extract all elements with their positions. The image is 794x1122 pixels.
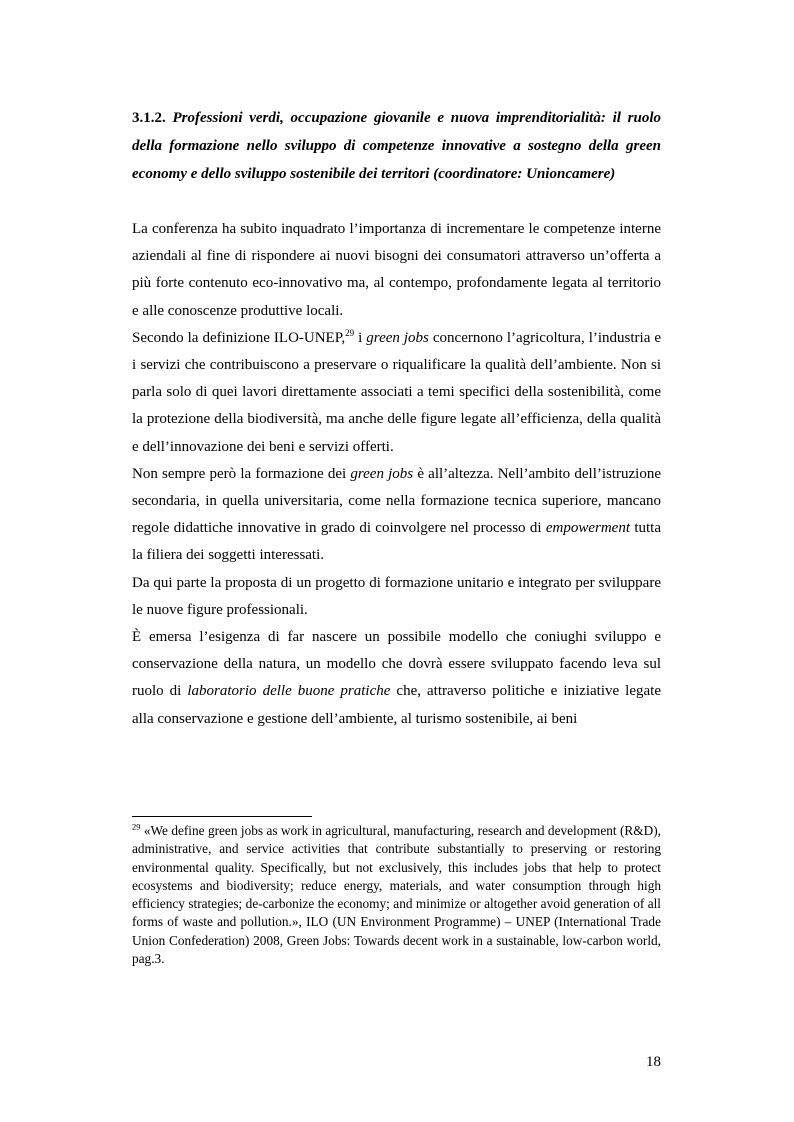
paragraph-3 <box>132 461 661 570</box>
footnote-divider <box>132 816 312 817</box>
footnote-text: «We define green jobs as work in agricultural, manufacturing, research and development (R&D), administrative, and service activities that contribute substantially to preserving or restoring environmental quality. Specifically, but not exclusively, this includes jobs that help to protect ecosystems and biodiversity; reduce energy, materials, and water consumption through high efficiency strategies; de-carbonize the economy; and minimize or altogether avoid generation of all forms of waste and pollution.», ILO (UN Environment Programme) – UNEP (International Trade Union Confederation) 2008, Green Jobs: Towards decent work in a sustainable, low-carbon world, pag.3. <box>132 823 661 967</box>
footnote-number: 29 <box>132 821 141 832</box>
section-number: 3.1.2. <box>132 110 166 126</box>
section-title: Professioni verdi, occupazione giovanile e nuova imprenditorialità: il ruolo della formazione nello sviluppo di competenze innovative a sostegno della green economy e dello sviluppo sostenibile dei territori (coordinatore: Unioncamere) <box>132 110 662 182</box>
footnote <box>132 822 661 968</box>
paragraph-2 <box>132 325 661 461</box>
paragraph-3-emphasis-2: empowerment <box>545 520 631 537</box>
paragraph-5-text-a: È emersa l’esigenza di far nascere un possibile modello che coniughi sviluppo e conservazione della natura, un modello che dovrà essere sviluppato facendo leva sul ruolo di <box>132 629 661 700</box>
paragraph-3-text-c: tutta la filiera dei soggetti interessati. <box>132 520 661 564</box>
paragraph-4: Da qui parte la proposta di un progetto di formazione unitario e integrato per sviluppare le nuove figure professionali. <box>132 574 661 618</box>
footnote-reference[interactable]: 29 <box>345 327 355 338</box>
body-text <box>132 216 661 733</box>
paragraph-2-emphasis: green jobs <box>366 329 429 346</box>
page-content <box>132 104 661 733</box>
section-heading <box>132 104 661 188</box>
paragraph-2-text-a: Secondo la definizione ILO-UNEP, <box>132 329 346 346</box>
paragraph-2-text-c: concernono l’agricoltura, l’industria e i servizi che contribuiscono a preservare o riqualificare la qualità dell’ambiente. Non si parla solo di quei lavori direttamente associati a temi specifici della sostenibilità, come la protezione della biodiversità, ma anche delle figure legate all’efficienza, della qualità e dell’innovazione dei beni e servizi offerti. <box>132 329 661 455</box>
page-number: 18 <box>646 1054 661 1070</box>
paragraph-3-text-a: Non sempre però la formazione dei <box>132 465 351 482</box>
paragraph-5-emphasis: laboratorio delle buone pratiche <box>187 683 391 700</box>
paragraph-1: La conferenza ha subito inquadrato l’importanza di incrementare le competenze interne aziendali al fine di rispondere ai nuovi bisogni dei consumatori attraverso un’offerta a più forte contenuto eco-innovativo ma, al contempo, profondamente legata al territorio e alle conoscenze produttive locali. <box>132 221 661 319</box>
paragraph-5-text-b: che, attraverso politiche e iniziative legate alla conservazione e gestione dell’ambiente, al turismo sostenibile, ai beni <box>132 683 661 727</box>
paragraph-3-emphasis-1: green jobs <box>350 465 414 482</box>
paragraph-2-text-b: i <box>354 329 367 346</box>
paragraph-5 <box>132 624 661 733</box>
paragraph-3-text-b: è all’altezza. Nell’ambito dell’istruzione secondaria, in quella universitaria, come nella formazione tecnica superiore, mancano regole didattiche innovative in grado di coinvolgere nel processo di <box>132 465 662 537</box>
